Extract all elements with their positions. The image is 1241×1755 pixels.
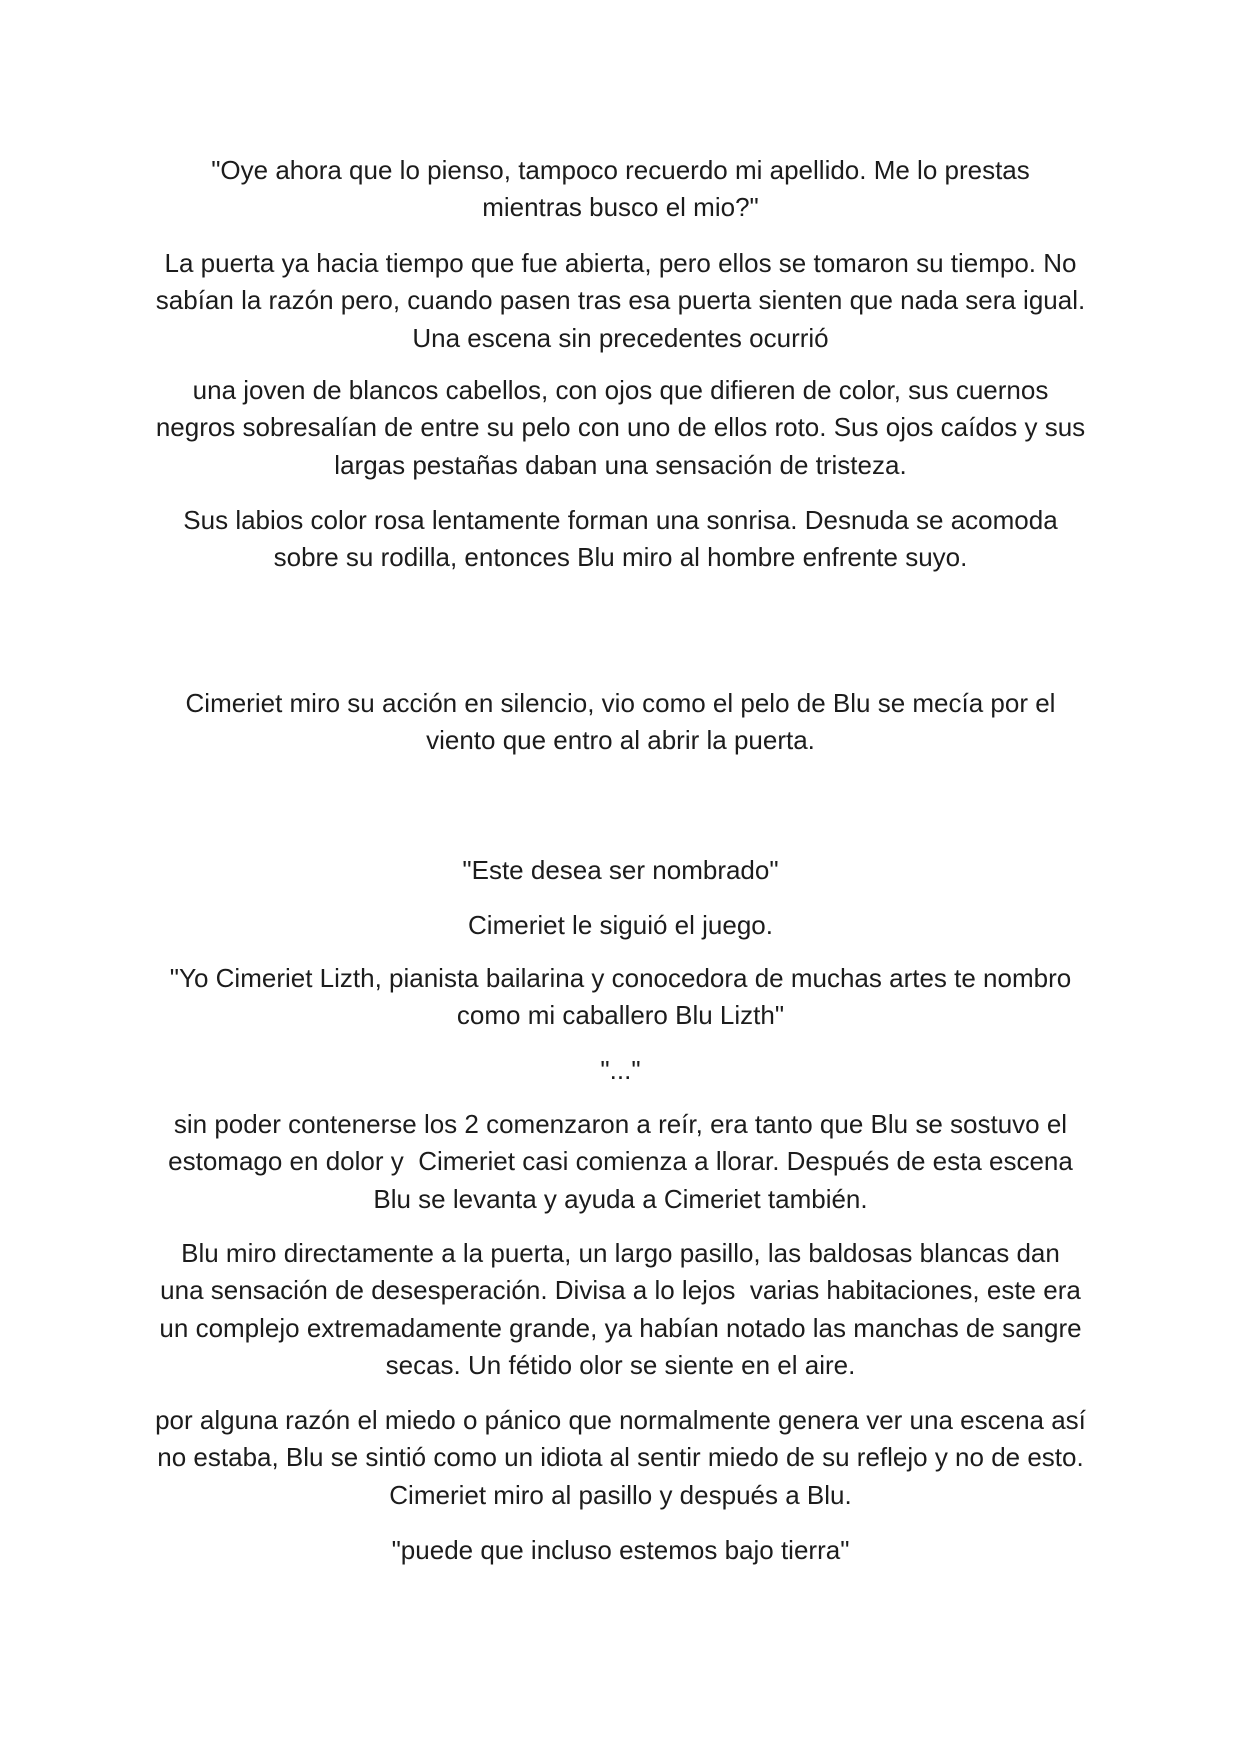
text-line: no estaba, Blu se sintió como un idiota al sentir miedo de su reflejo y no de esto. bbox=[157, 1442, 1084, 1473]
text-line: Blu miro directamente a la puerta, un largo pasillo, las baldosas blancas dan bbox=[181, 1238, 1060, 1268]
text-line: viento que entro al abrir la puerta. bbox=[426, 725, 815, 756]
text-line: "Yo Cimeriet Lizth, pianista bailarina y conocedora de muchas artes te nombro bbox=[169, 963, 1072, 993]
text-line: mientras busco el mio?" bbox=[482, 192, 759, 223]
text-line: largas pestañas daban una sensación de tristeza. bbox=[334, 449, 907, 480]
text-line: Blu se levanta y ayuda a Cimeriet también. bbox=[373, 1183, 868, 1214]
text-line: por alguna razón el miedo o pánico que normalmente genera ver una escena así bbox=[155, 1405, 1086, 1435]
text-line: sobre su rodilla, entonces Blu miro al hombre enfrente suyo. bbox=[273, 542, 968, 573]
paragraph-labios bbox=[0, 502, 1241, 577]
paragraph-pasillo bbox=[0, 1235, 1241, 1385]
paragraph-dialogue-caballero bbox=[0, 960, 1241, 1035]
text-line: un complejo extremadamente grande, ya habían notado las manchas de sangre bbox=[159, 1312, 1082, 1343]
paragraph-juego bbox=[0, 907, 1241, 944]
paragraph-dialogue-ellipsis bbox=[0, 1052, 1241, 1089]
text-line: negros sobresalían de entre su pelo con uno de ellos roto. Sus ojos caídos y sus bbox=[155, 412, 1086, 443]
text-line: Cimeriet miro su acción en silencio, vio como el pelo de Blu se mecía por el bbox=[185, 688, 1056, 718]
text-line: sabían la razón pero, cuando pasen tras esa puerta sienten que nada sera igual. bbox=[155, 285, 1086, 316]
text-line: como mi caballero Blu Lizth" bbox=[456, 1000, 785, 1031]
text-line: "Oye ahora que lo pienso, tampoco recuerdo mi apellido. Me lo prestas bbox=[211, 155, 1030, 185]
text-line: "Este desea ser nombrado" bbox=[462, 855, 779, 885]
text-line: Cimeriet miro al pasillo y después a Blu. bbox=[389, 1479, 852, 1510]
text-line: estomago en dolor y Cimeriet casi comienza a llorar. Después de esta escena bbox=[168, 1146, 1073, 1177]
text-line: una joven de blancos cabellos, con ojos que difieren de color, sus cuernos bbox=[192, 375, 1049, 405]
text-line: Sus labios color rosa lentamente forman una sonrisa. Desnuda se acomoda bbox=[183, 505, 1058, 535]
paragraph-dialogue-apellido bbox=[0, 152, 1241, 227]
text-line: Cimeriet le siguió el juego. bbox=[468, 910, 773, 940]
paragraph-dialogue-bajo-tierra bbox=[0, 1532, 1241, 1569]
text-line: una sensación de desesperación. Divisa a lo lejos varias habitaciones, este era bbox=[160, 1275, 1081, 1306]
paragraph-joven bbox=[0, 372, 1241, 484]
text-line: "puede que incluso estemos bajo tierra" bbox=[391, 1535, 850, 1565]
paragraph-puerta bbox=[0, 245, 1241, 357]
text-line: secas. Un fétido olor se siente en el aire. bbox=[385, 1350, 856, 1381]
text-line: La puerta ya hacia tiempo que fue abierta, pero ellos se tomaron su tiempo. No bbox=[164, 248, 1077, 278]
text-line: "..." bbox=[600, 1055, 641, 1085]
text-line: Una escena sin precedentes ocurrió bbox=[412, 322, 829, 353]
paragraph-miedo bbox=[0, 1402, 1241, 1514]
paragraph-dialogue-nombrado bbox=[0, 852, 1241, 889]
text-line: sin poder contenerse los 2 comenzaron a reír, era tanto que Blu se sostuvo el bbox=[173, 1109, 1068, 1139]
paragraph-reir bbox=[0, 1106, 1241, 1218]
paragraph-cimeriet-silencio bbox=[0, 685, 1241, 760]
